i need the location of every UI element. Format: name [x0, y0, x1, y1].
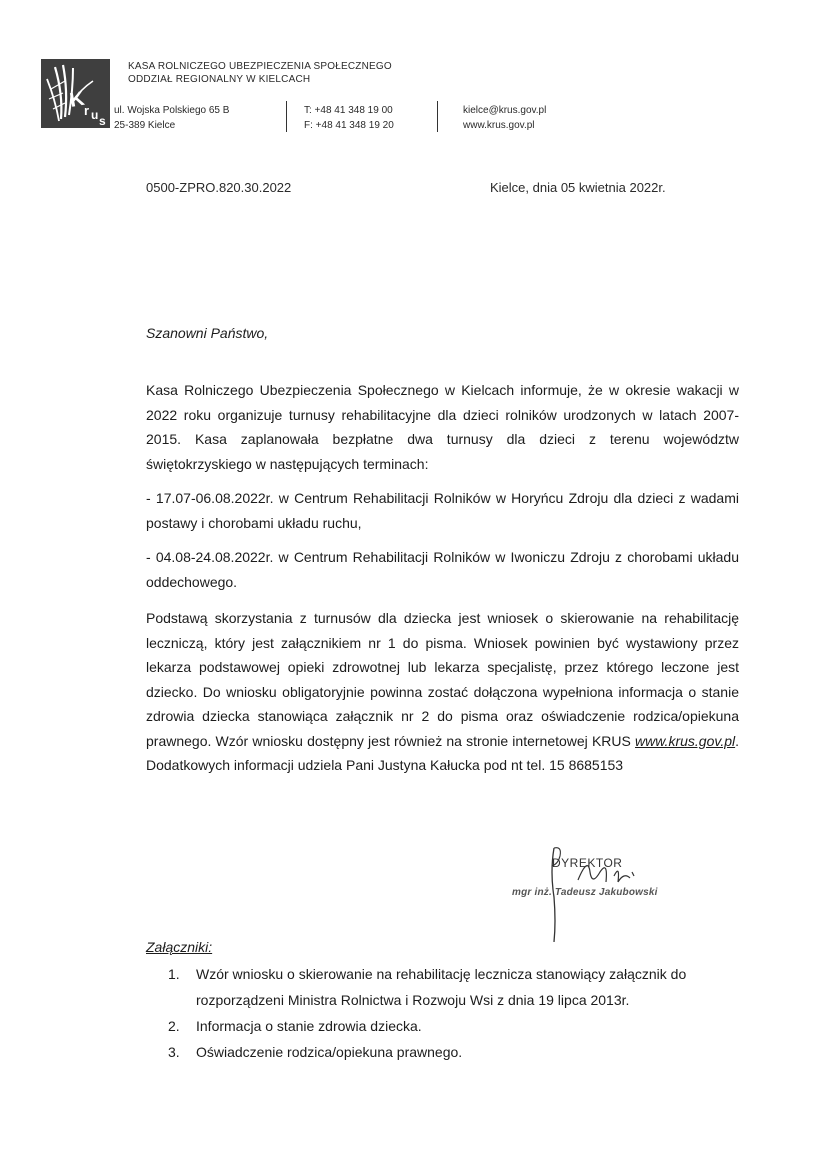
place-date: Kielce, dnia 05 kwietnia 2022r. [490, 180, 666, 195]
term-item-1: - 17.07-06.08.2022r. w Centrum Rehabilitacji Rolników w Horyńcu Zdroju dla dzieci z wadami postawy i chorobami układu ruchu, [146, 490, 739, 531]
salutation: Szanowni Państwo, [146, 325, 269, 341]
details-paragraph [146, 606, 739, 778]
org-branch: ODDZIAŁ REGIONALNY W KIELCACH [128, 74, 311, 85]
signature-name: mgr inż. Tadeusz Jakubowski [512, 887, 658, 898]
attachment-item [168, 1039, 743, 1065]
fax-number: F: +48 41 348 19 20 [304, 120, 394, 131]
address-line2: 25-389 Kielce [114, 120, 176, 131]
phone-block [304, 103, 394, 133]
phone-number: T: +48 41 348 19 00 [304, 105, 393, 116]
contact-block [463, 103, 546, 133]
org-name: KASA ROLNICZEGO UBEZPIECZENIA SPOŁECZNEGO [128, 61, 392, 72]
svg-text:r: r [84, 103, 90, 118]
krus-logo [41, 59, 110, 128]
attachments-heading: Załączniki: [146, 939, 213, 955]
details-text-end: . Dodatkowych informacji udziela Pani Justyna Kałucka pod nt tel. 15 8685153 [146, 732, 739, 773]
email-link[interactable]: kielce@krus.gov.pl [463, 105, 547, 116]
attachment-number: 2. [168, 1018, 180, 1034]
attachment-text: Informacja o stanie zdrowia dziecka. [196, 1018, 422, 1034]
divider-line [437, 101, 438, 132]
case-number: 0500-ZPRO.820.30.2022 [146, 180, 292, 195]
krus-logo-icon [41, 59, 110, 128]
attachment-item [168, 1013, 743, 1039]
signature-title: DYREKTOR [552, 856, 623, 870]
details-text: Podstawą skorzystania z turnusów dla dziecka jest wniosek o skierowanie na rehabilitację leczniczą, który jest załącznikiem nr 1 do pisma. Wniosek powinien być wystawiony przez lekarza podstawowej opieki zdrowotnej lub lekarza specjalistę, przez którego leczone jest dziecko. Do wniosku obligatoryjnie powinna zostać dołączona wypełniona informacja o stanie zdrowia dziecka stanowiąca załącznik nr 2 do pisma oraz oświadczenie rodzica/opiekuna prawnego. Wzór wniosku dostępny jest również na stronie internetowej KRUS [146, 610, 739, 749]
svg-text:K: K [68, 87, 87, 112]
divider-line [286, 101, 287, 132]
attachment-number: 1. [168, 966, 180, 982]
krus-website-link[interactable]: www.krus.gov.pl [635, 732, 736, 749]
letter-body [146, 378, 739, 778]
svg-text:s: s [99, 114, 106, 128]
attachments-list [168, 961, 743, 1065]
attachment-item [168, 961, 743, 1013]
intro-paragraph: Kasa Rolniczego Ubezpieczenia Społecznego w Kielcach informuje, że w okresie wakacji w 2022 roku organizuje turnusy rehabilitacyjne dla dzieci rolników urodzonych w latach 2007-2015. Kasa zaplanowała bezpłatne dwa turnusy dla dzieci z terenu województw świętokrzyskiego w następujących terminach: [146, 382, 739, 472]
website-link[interactable]: www.krus.gov.pl [463, 120, 535, 131]
address-line1: ul. Wojska Polskiego 65 B [114, 105, 230, 116]
address-block [114, 103, 229, 133]
attachment-text: Oświadczenie rodzica/opiekuna prawnego. [196, 1044, 463, 1060]
attachment-text: Wzór wniosku o skierowanie na rehabilitację lecznicza stanowiący załącznik do rozporządzeni Ministra Rolnictwa i Rozwoju Wsi z dnia 19 lipca 2013r. [196, 966, 687, 1008]
svg-text:u: u [91, 108, 99, 122]
term-item-2: - 04.08-24.08.2022r. w Centrum Rehabilitacji Rolników w Iwoniczu Zdroju z chorobami układu oddechowego. [146, 549, 739, 590]
attachment-number: 3. [168, 1044, 180, 1060]
